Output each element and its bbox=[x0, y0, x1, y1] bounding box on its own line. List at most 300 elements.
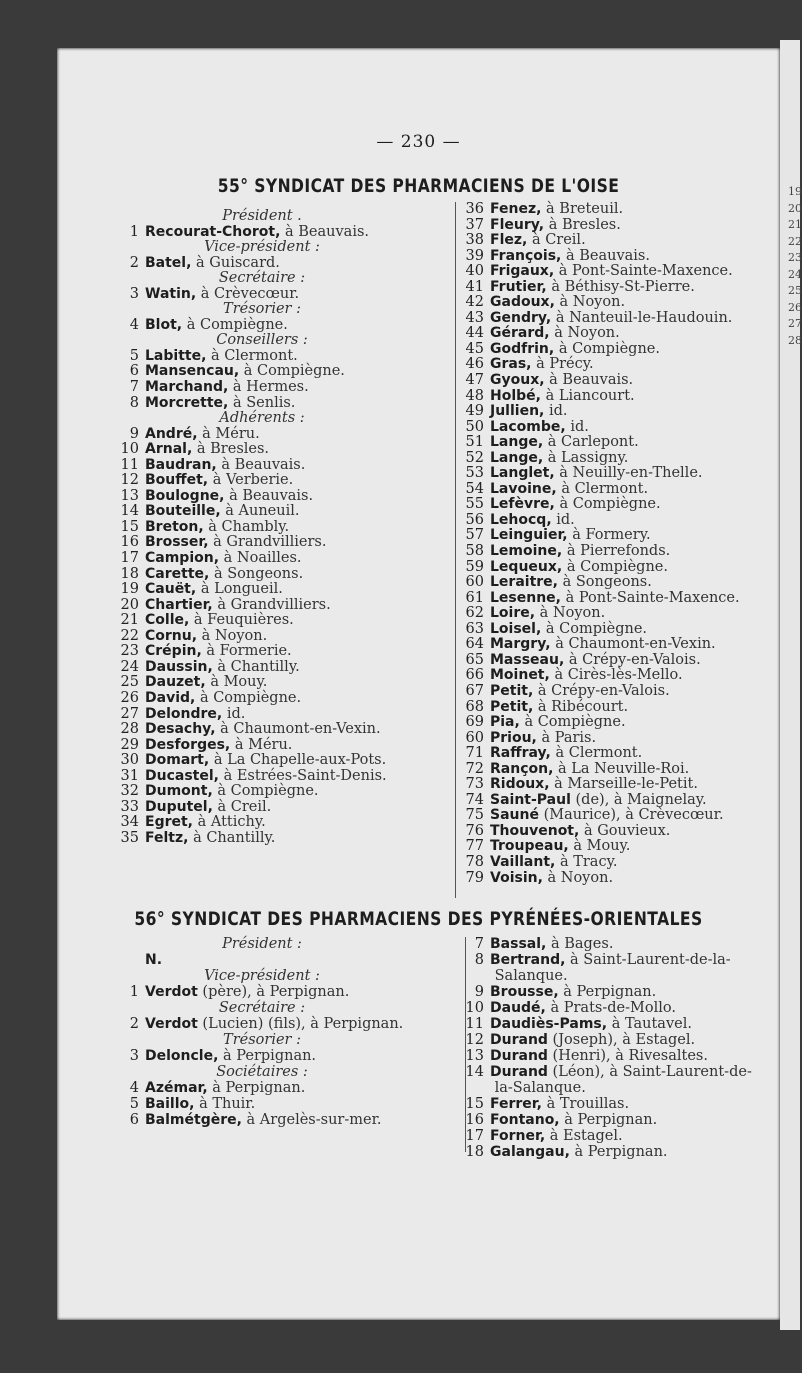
margin-fragment: 20 bbox=[788, 201, 802, 215]
member-number: 29 bbox=[120, 736, 139, 753]
member-entry bbox=[457, 451, 787, 467]
section-title-oise: 55° SYNDICAT DES PHARMACIENS DE L'OISE bbox=[217, 175, 620, 197]
member-number: 54 bbox=[465, 480, 484, 497]
member-name: Colle, bbox=[145, 612, 190, 629]
member-place: à Guiscard. bbox=[196, 254, 280, 271]
member-place: à Pont-Sainte-Maxence. bbox=[558, 263, 733, 280]
member-place: à Beauvais. bbox=[565, 247, 650, 264]
member-number: 9 bbox=[129, 425, 139, 442]
member-place: à Béthisy-St-Pierre. bbox=[551, 278, 695, 295]
member-number: 35 bbox=[120, 829, 139, 846]
member-number: 23 bbox=[120, 643, 139, 660]
member-place: à Chantilly. bbox=[193, 829, 276, 846]
member-number: 2 bbox=[129, 254, 139, 271]
member-place: à Compiègne. bbox=[243, 363, 345, 380]
member-place: à Marseille-le-Petit. bbox=[554, 776, 698, 793]
member-name: Verdot bbox=[145, 1016, 198, 1032]
member-name: Daudiès-Pams, bbox=[490, 1016, 608, 1032]
member-place: à La Chapelle-aux-Pots. bbox=[213, 752, 387, 769]
member-number: 12 bbox=[120, 472, 139, 489]
member-name: Desforges, bbox=[145, 736, 231, 753]
member-number: 36 bbox=[465, 201, 484, 217]
member-number: 5 bbox=[129, 347, 139, 364]
member-place: (Henri), à Rivesaltes. bbox=[552, 1048, 708, 1064]
member-entry bbox=[457, 731, 787, 747]
margin-fragment: 25 bbox=[788, 284, 802, 297]
member-entry bbox=[457, 233, 787, 249]
member-entry bbox=[457, 637, 787, 653]
member-place: id. bbox=[556, 511, 575, 528]
margin-fragment: 21 bbox=[788, 218, 802, 231]
member-entry bbox=[112, 473, 462, 489]
member-place: à Noyon. bbox=[201, 627, 268, 644]
member-number: 75 bbox=[465, 807, 484, 824]
member-place: à Bresles. bbox=[196, 441, 270, 458]
member-entry bbox=[457, 839, 787, 855]
member-number: 1 bbox=[129, 223, 139, 240]
member-number: 16 bbox=[120, 534, 139, 551]
member-number: 10 bbox=[465, 1000, 484, 1016]
member-entry bbox=[457, 793, 787, 809]
role-heading: Adhérents : bbox=[219, 410, 305, 427]
member-place: à Perpignan. bbox=[564, 1112, 658, 1128]
member-entry bbox=[457, 404, 787, 420]
member-number: 3 bbox=[129, 285, 139, 302]
role-heading: Secrétaire : bbox=[218, 1000, 306, 1016]
member-place: à Feuquières. bbox=[193, 612, 294, 629]
member-name: Pia, bbox=[490, 714, 520, 731]
member-number: 19 bbox=[120, 581, 139, 598]
member-name: Recourat-Chorot, bbox=[145, 223, 281, 240]
member-place: à Creil. bbox=[217, 798, 272, 815]
member-number: 14 bbox=[465, 1064, 484, 1080]
member-place: à Estrées-Saint-Denis. bbox=[223, 767, 387, 784]
member-entry bbox=[112, 738, 462, 754]
member-place: à Chambly. bbox=[208, 518, 290, 535]
member-place: à Compiègne. bbox=[199, 689, 302, 706]
member-entry bbox=[457, 937, 787, 953]
role-heading: Trésorier : bbox=[223, 1032, 301, 1048]
member-place: à Hermes. bbox=[232, 379, 309, 396]
member-entry bbox=[457, 575, 787, 591]
member-place: à Cirès-lès-Mello. bbox=[554, 667, 683, 684]
member-entry bbox=[112, 753, 462, 769]
member-place: à Clermont. bbox=[561, 480, 649, 497]
member-place: id. bbox=[570, 418, 589, 435]
member-number: 62 bbox=[465, 605, 484, 622]
member-number: 32 bbox=[120, 783, 139, 800]
member-name: Batel, bbox=[145, 254, 192, 271]
member-number: 17 bbox=[120, 550, 139, 567]
margin-fragment: 28 bbox=[788, 333, 802, 347]
role-heading: Vice-président : bbox=[204, 239, 320, 256]
member-entry bbox=[112, 364, 462, 380]
member-entry bbox=[112, 613, 462, 629]
member-entry bbox=[457, 622, 787, 638]
member-name: Moinet, bbox=[490, 667, 550, 684]
member-name: Delondre, bbox=[145, 705, 223, 722]
member-number: 30 bbox=[120, 752, 139, 769]
member-number: 73 bbox=[465, 776, 484, 793]
member-name: Blot, bbox=[145, 316, 183, 333]
member-number: 43 bbox=[465, 309, 484, 326]
member-number: 58 bbox=[465, 543, 484, 560]
member-name: Sauné bbox=[490, 807, 539, 824]
member-entry bbox=[112, 769, 462, 785]
member-name: Cauët, bbox=[145, 581, 197, 598]
member-name: Gadoux, bbox=[490, 294, 555, 311]
member-number: 8 bbox=[474, 952, 484, 968]
member-name: Vaillant, bbox=[490, 853, 556, 870]
role-heading: Conseillers : bbox=[216, 332, 308, 349]
member-entry bbox=[457, 560, 787, 576]
member-number: 56 bbox=[465, 511, 484, 528]
member-number: 8 bbox=[129, 394, 139, 411]
member-place: à Pont-Sainte-Maxence. bbox=[565, 589, 740, 606]
section-oise-right-column bbox=[457, 202, 787, 886]
member-name: François, bbox=[490, 247, 562, 264]
member-entry bbox=[457, 357, 787, 373]
member-place: (Joseph), à Estagel. bbox=[552, 1032, 696, 1048]
member-number: 63 bbox=[465, 620, 484, 637]
member-place: id. bbox=[226, 705, 246, 722]
member-place: à Noyon. bbox=[547, 869, 614, 886]
member-place: à Crépy-en-Valois. bbox=[537, 682, 670, 699]
member-name: Lequeux, bbox=[490, 558, 563, 575]
member-place: (Lucien) (fils), à Perpignan. bbox=[202, 1016, 404, 1032]
member-entry bbox=[457, 1065, 787, 1081]
member-place: à Creil. bbox=[531, 232, 586, 249]
member-number: 3 bbox=[129, 1048, 139, 1064]
member-number: 44 bbox=[465, 325, 484, 342]
member-place: Salanque. bbox=[494, 968, 568, 984]
member-name: Carette, bbox=[145, 565, 210, 582]
member-name: Godfrin, bbox=[490, 340, 555, 357]
member-entry bbox=[457, 1049, 787, 1065]
member-entry bbox=[112, 722, 462, 738]
member-entry bbox=[457, 1129, 787, 1145]
member-name: Masseau, bbox=[490, 651, 565, 668]
member-entry bbox=[457, 1033, 787, 1049]
member-place: à Compiègne. bbox=[217, 783, 319, 800]
member-entry bbox=[457, 1001, 787, 1017]
member-entry bbox=[457, 466, 787, 482]
member-place: à La Neuville-Roi. bbox=[558, 760, 690, 777]
member-name: Labitte, bbox=[145, 347, 207, 364]
member-number: 60 bbox=[465, 574, 484, 591]
member-name: Desachy, bbox=[145, 721, 216, 738]
role-heading: Président . bbox=[222, 208, 302, 224]
member-name: Margry, bbox=[490, 636, 551, 653]
member-name: N. bbox=[145, 952, 163, 968]
member-place: à Tautavel. bbox=[611, 1016, 692, 1032]
member-number: 68 bbox=[465, 698, 484, 715]
member-entry bbox=[457, 777, 787, 793]
member-entry bbox=[112, 582, 462, 598]
member-name: Watin, bbox=[145, 285, 197, 302]
member-number: 10 bbox=[120, 441, 139, 458]
column-divider bbox=[455, 202, 456, 898]
member-name: Durand bbox=[490, 1064, 548, 1080]
member-place: à Noyon. bbox=[554, 325, 620, 342]
member-name: Gyoux, bbox=[490, 372, 545, 389]
member-place: à Beauvais. bbox=[285, 223, 370, 240]
member-entry bbox=[457, 591, 787, 607]
member-name: Bouffet, bbox=[145, 472, 209, 489]
member-place: (de), à Maignelay. bbox=[575, 791, 707, 808]
member-name: Lacombe, bbox=[490, 418, 566, 435]
member-name: Balmétgère, bbox=[145, 1112, 242, 1128]
member-number: 6 bbox=[129, 363, 139, 380]
member-name: Brousse, bbox=[490, 984, 559, 1000]
member-number: 45 bbox=[465, 340, 484, 357]
member-number: 2 bbox=[129, 1016, 139, 1032]
member-name: Morcrette, bbox=[145, 394, 229, 411]
member-name: Loisel, bbox=[490, 620, 542, 637]
member-name: Forner, bbox=[490, 1128, 546, 1144]
member-entry bbox=[112, 396, 462, 412]
member-place: à Méru. bbox=[202, 425, 260, 442]
member-number: 38 bbox=[465, 232, 484, 249]
member-name: David, bbox=[145, 689, 196, 706]
member-place: à Saint-Laurent-de-la- bbox=[570, 952, 731, 968]
member-name: Durand bbox=[490, 1032, 548, 1048]
member-number: 1 bbox=[129, 984, 139, 1000]
member-number: 41 bbox=[465, 278, 484, 295]
member-name: Lesenne, bbox=[490, 589, 561, 606]
member-number: 14 bbox=[120, 503, 139, 520]
member-entry bbox=[112, 287, 462, 303]
member-place: à Chaumont-en-Vexin. bbox=[220, 721, 381, 738]
member-entry bbox=[112, 225, 462, 241]
member-place: à Paris. bbox=[541, 729, 597, 746]
member-entry bbox=[457, 1081, 787, 1097]
member-number: 26 bbox=[120, 689, 139, 706]
member-place: à Mouy. bbox=[210, 674, 268, 691]
member-number: 21 bbox=[120, 612, 139, 629]
member-entry bbox=[112, 1049, 462, 1065]
member-number: 55 bbox=[465, 496, 484, 513]
member-name: Thouvenot, bbox=[490, 822, 580, 839]
member-entry bbox=[112, 504, 462, 520]
member-name: Gras, bbox=[490, 356, 532, 373]
section-pyrenees-left-column bbox=[112, 937, 462, 1129]
member-entry bbox=[112, 318, 462, 334]
member-entry bbox=[112, 644, 462, 660]
member-number: 65 bbox=[465, 651, 484, 668]
margin-fragment: 23 bbox=[788, 251, 802, 264]
member-entry bbox=[112, 256, 462, 272]
member-name: Flez, bbox=[490, 232, 528, 249]
member-place: à Compiègne. bbox=[186, 316, 288, 333]
member-number: 49 bbox=[465, 403, 484, 420]
member-entry bbox=[457, 435, 787, 451]
member-name: Marchand, bbox=[145, 379, 229, 396]
member-entry bbox=[457, 700, 787, 716]
member-place: à Trouillas. bbox=[546, 1096, 630, 1112]
member-name: Deloncle, bbox=[145, 1048, 219, 1064]
member-name: Dumont, bbox=[145, 783, 213, 800]
member-place: à Bages. bbox=[550, 936, 614, 952]
member-entry bbox=[457, 715, 787, 731]
member-entry bbox=[112, 380, 462, 396]
member-name: Dauzet, bbox=[145, 674, 206, 691]
member-number: 33 bbox=[120, 798, 139, 815]
role-heading: Président : bbox=[222, 936, 302, 952]
member-number: 39 bbox=[465, 247, 484, 264]
member-entry bbox=[457, 762, 787, 778]
member-entry bbox=[457, 264, 787, 280]
member-name: Arnal, bbox=[145, 441, 193, 458]
role-heading: Secrétaire : bbox=[218, 270, 306, 287]
member-place: à Formery. bbox=[572, 527, 651, 544]
member-name: Brosser, bbox=[145, 534, 209, 551]
member-name: Leraitre, bbox=[490, 574, 558, 591]
member-number: 78 bbox=[465, 853, 484, 870]
member-name: Troupeau, bbox=[490, 838, 569, 855]
member-name: Chartier, bbox=[145, 596, 213, 613]
member-name: Campion, bbox=[145, 550, 220, 567]
member-place: à Attichy. bbox=[197, 814, 266, 831]
member-entry bbox=[457, 249, 787, 265]
member-place: à Clermont. bbox=[211, 347, 298, 364]
member-entry bbox=[112, 985, 462, 1001]
member-place: à Bresles. bbox=[548, 216, 621, 233]
member-entry bbox=[457, 218, 787, 234]
member-entry bbox=[112, 442, 462, 458]
member-number: 27 bbox=[120, 705, 139, 722]
member-name: Lefèvre, bbox=[490, 496, 555, 513]
member-name: Priou, bbox=[490, 729, 537, 746]
member-place: à Beauvais. bbox=[229, 487, 314, 504]
member-number: 15 bbox=[120, 518, 139, 535]
member-name: Crépin, bbox=[145, 643, 202, 660]
member-name: Ferrer, bbox=[490, 1096, 542, 1112]
member-entry bbox=[112, 567, 462, 583]
member-place: (père), à Perpignan. bbox=[202, 984, 350, 1000]
member-entry bbox=[112, 551, 462, 567]
member-entry bbox=[112, 831, 462, 847]
role-heading: Trésorier : bbox=[223, 301, 301, 318]
member-entry bbox=[112, 953, 462, 969]
member-number: 59 bbox=[465, 558, 484, 575]
member-place: à Méru. bbox=[234, 736, 293, 753]
member-place: à Compiègne. bbox=[524, 714, 626, 731]
member-entry bbox=[457, 295, 787, 311]
member-entry bbox=[457, 326, 787, 342]
member-entry bbox=[457, 808, 787, 824]
member-place: à Liancourt. bbox=[545, 387, 635, 404]
member-place: à Pierrefonds. bbox=[566, 543, 671, 560]
member-entry bbox=[112, 691, 462, 707]
member-number: 25 bbox=[120, 674, 139, 691]
member-entry bbox=[112, 800, 462, 816]
member-name: Ducastel, bbox=[145, 767, 219, 784]
member-name: Lemoine, bbox=[490, 543, 563, 560]
member-place: à Nanteuil-le-Haudouin. bbox=[555, 309, 733, 326]
member-entry bbox=[112, 427, 462, 443]
member-entry bbox=[457, 420, 787, 436]
member-place: à Neuilly-en-Thelle. bbox=[559, 465, 703, 482]
member-entry bbox=[457, 684, 787, 700]
member-place: à Gouvieux. bbox=[583, 822, 671, 839]
member-place: à Compiègne. bbox=[545, 620, 648, 637]
member-entry bbox=[457, 544, 787, 560]
member-name: Mansencau, bbox=[145, 363, 240, 380]
section-title-pyrenees: 56° SYNDICAT DES PHARMACIENS DES PYRÉNÉES-ORIENTALES bbox=[134, 908, 703, 930]
member-name: Ridoux, bbox=[490, 776, 550, 793]
member-entry bbox=[457, 1145, 787, 1161]
member-entry bbox=[457, 389, 787, 405]
member-place: à Songeons. bbox=[213, 565, 304, 582]
member-name: Gendry, bbox=[490, 309, 552, 326]
member-name: Lehocq, bbox=[490, 511, 552, 528]
member-name: Saint-Paul bbox=[490, 791, 571, 808]
member-place: à Compiègne. bbox=[559, 496, 661, 513]
member-number: 77 bbox=[465, 838, 484, 855]
member-number: 74 bbox=[465, 791, 484, 808]
member-number: 67 bbox=[465, 682, 484, 699]
member-number: 5 bbox=[129, 1096, 139, 1112]
member-entry bbox=[457, 855, 787, 871]
member-name: Breton, bbox=[145, 518, 204, 535]
member-name: Gérard, bbox=[490, 325, 550, 342]
margin-fragment: 26 bbox=[788, 300, 802, 314]
member-number: 40 bbox=[465, 263, 484, 280]
margin-fragment: 27 bbox=[788, 317, 802, 330]
member-place: à Perpignan. bbox=[223, 1048, 317, 1064]
member-name: Lange, bbox=[490, 434, 544, 451]
member-place: à Compiègne. bbox=[566, 558, 668, 575]
member-number: 53 bbox=[465, 465, 484, 482]
member-number: 13 bbox=[120, 487, 139, 504]
member-place: à Auneuil. bbox=[225, 503, 300, 520]
member-number: 31 bbox=[120, 767, 139, 784]
member-place: à Carlepont. bbox=[547, 434, 639, 451]
member-number: 52 bbox=[465, 449, 484, 466]
member-entry bbox=[457, 202, 787, 218]
member-name: Duputel, bbox=[145, 798, 213, 815]
member-place: à Senlis. bbox=[232, 394, 296, 411]
member-name: Lavoine, bbox=[490, 480, 557, 497]
role-heading: Vice-président : bbox=[204, 968, 320, 984]
member-number: 71 bbox=[465, 745, 484, 762]
member-name: Petit, bbox=[490, 682, 534, 699]
document-page bbox=[57, 48, 780, 1320]
member-entry bbox=[112, 1081, 462, 1097]
member-name: Langlet, bbox=[490, 465, 555, 482]
member-place: à Breteuil. bbox=[546, 201, 624, 217]
member-number: 15 bbox=[465, 1096, 484, 1112]
member-number: 4 bbox=[129, 1080, 139, 1096]
member-entry bbox=[112, 675, 462, 691]
member-name: Boulogne, bbox=[145, 487, 225, 504]
member-place: à Chaumont-en-Vexin. bbox=[555, 636, 716, 653]
page-number: — 230 — bbox=[376, 132, 461, 152]
member-name: Bouteille, bbox=[145, 503, 221, 520]
member-name: Raffray, bbox=[490, 745, 551, 762]
member-name: Fleury, bbox=[490, 216, 545, 233]
member-place: à Beauvais. bbox=[221, 456, 306, 473]
member-place: à Clermont. bbox=[555, 745, 643, 762]
member-name: Fenez, bbox=[490, 201, 542, 217]
member-name: Frigaux, bbox=[490, 263, 555, 280]
member-name: Feltz, bbox=[145, 829, 189, 846]
member-number: 9 bbox=[474, 984, 484, 1000]
margin-fragment: 22 bbox=[788, 234, 802, 248]
member-number: 4 bbox=[129, 316, 139, 333]
member-name: Domart, bbox=[145, 752, 210, 769]
